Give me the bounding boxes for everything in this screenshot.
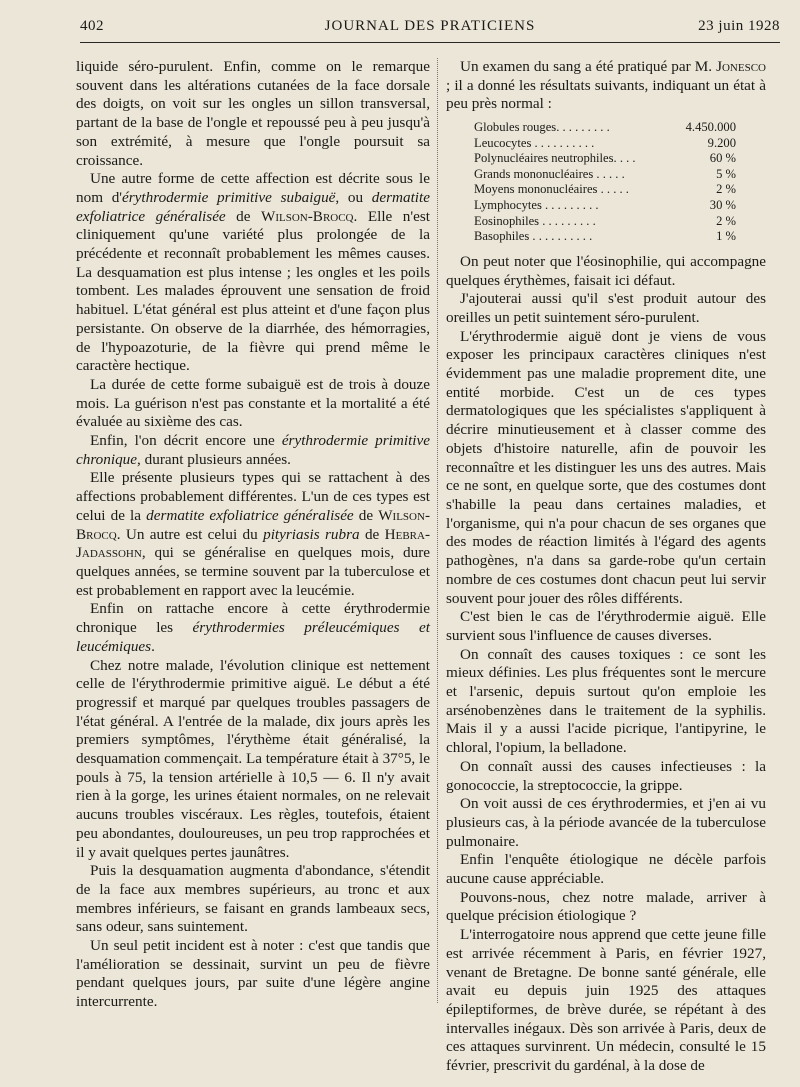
text-run: . <box>151 637 155 655</box>
issue-date: 23 juin 1928 <box>698 18 780 34</box>
table-row <box>474 151 736 167</box>
table-cell-label: Globules rouges. . . . . . . . . <box>474 120 610 135</box>
table-cell-label: Basophiles . . . . . . . . . . <box>474 229 593 244</box>
paragraph <box>76 170 430 376</box>
text-run: . Elle n'est cliniquement qu'une variété plus prolongée de la précédente et reconnaît probablement les mêmes causes. La desquamation est plus intense ; les ongles et les poils tombent. Les malades éprouvent une sensation de froid habituel. L'état général est plus atteint et d'une façon plus persistante. On observe de la diarrhée, des hémorragies, de l'hypoazoturie, de la fièvre qui prend même le caractère hectique. <box>76 207 430 375</box>
italic-term: pityriasis rubra <box>263 525 360 543</box>
paragraph: Chez notre malade, l'évolution clinique est nettement celle de l'érythrodermie primitive aiguë. Le début a été progressif et marqué par quelques troubles passagers de l'état général. A l'entrée de la malade, dix jours après les premiers symptômes, l'érythème était généralisé, la desquamation commençait. La température était à 37°5, le pouls à 75, la tension artérielle à 10,5 — 6. Il n'y avait rien à la gorge, les urines étaient normales, on ne relevait aucuns troubles viscéraux. Les règles, toutefois, étaient peu abondantes, douloureuses, un peu trop rapprochées et il y avait quelques pertes jaunâtres. <box>76 656 430 861</box>
text-run: Enfin on rattache encore à cette érythrodermie chronique les <box>76 600 430 637</box>
table-row <box>474 229 736 245</box>
paragraph: Enfin l'enquête étiologique ne décèle parfois aucune cause appréciable. <box>446 851 766 888</box>
table-cell-value: 4.450.000 <box>685 120 736 135</box>
table-cell-label: Grands mononucléaires . . . . . <box>474 166 625 181</box>
table-cell-value: 2 % <box>716 182 736 197</box>
table-row <box>474 182 736 198</box>
table-cell-label: Moyens mononucléaires . . . . . <box>474 182 629 197</box>
text-run: Une autre forme de cette affection est décrite sous le nom d' <box>76 170 430 206</box>
paragraph: Un seul petit incident est à noter : c'est que tandis que l'amélioration se dessinait, survint un peu de fièvre pendant quelques jours, par suite d'une légère angine intercurrente. <box>76 937 430 1011</box>
italic-term: érythrodermies préleucémiques et leucémiques <box>76 619 430 655</box>
text-run: , qui se généralise en quelques mois, dure quelques années, se termine souvent par la tuberculose et est probablement en rapport avec la leucémie. <box>76 544 430 599</box>
paragraph: On peut noter que l'éosinophilie, qui accompagne quelques érythèmes, faisait ici défaut. <box>446 252 766 289</box>
italic-term: dermatite exfoliatrice généralisée <box>146 506 354 524</box>
author-name: Wilson-Brocq <box>76 506 430 543</box>
page-number: 402 <box>80 18 104 34</box>
text-run: Elle présente plusieurs types qui se rattachent à des affections probablement différentes. L'un de ces types est celui de la <box>76 469 430 524</box>
blood-results-table <box>474 120 736 245</box>
paragraph: L'interrogatoire nous apprend que cette jeune fille est arrivée récemment à Paris, en février 1927, venant de Bretagne. De bonne santé générale, elle avait eu depuis juin 1925 des attaques épileptiformes, de brève durée, se répétant à des intervalles inégaux. Dès son arrivée à Paris, deux de ces attaques survinrent. Un médecin, consulté le 15 février, prescrivit du gardénal, à la dose de <box>446 926 766 1075</box>
table-cell-value: 9.200 <box>707 135 736 150</box>
paragraph <box>76 432 430 469</box>
table-cell-label: Leucocytes . . . . . . . . . . <box>474 135 595 150</box>
page-header <box>80 18 780 40</box>
table-cell-label: Eosinophiles . . . . . . . . . <box>474 213 596 228</box>
table-cell-value: 1 % <box>716 229 736 244</box>
paragraph <box>446 58 766 114</box>
table-cell-value: 60 % <box>709 151 736 166</box>
author-name: Wilson-Brocq <box>261 207 354 225</box>
paragraph <box>76 469 430 600</box>
table-cell-value: 30 % <box>709 198 736 213</box>
paragraph: L'érythrodermie aiguë dont je viens de vous exposer les principaux caractères cliniques n'est évidemment pas une maladie proprement dite, une entité morbide. C'est un de ces types dermatologiques que les spécialistes s'appliquent à décrire minutieusement et à classer comme des objets d'histoire naturelle, afin de pouvoir les reconnaître et les distinguer les uns des autres. Mais ce ne sont, en quelque sorte, que des costumes dont s'habille la peau dans certaines maladies, et l'organisme, qui n'a pour chacun de ses organes que des modes de réaction limités à l'égard des agents pathogènes, n'a dans sa garde-robe qu'un certain nombre de ces costumes dont chacun peut lui servir souvent pour jouer des rôles différents. <box>446 327 766 607</box>
paragraph: On voit aussi de ces érythrodermies, et j'en ai vu plusieurs cas, à la période avancée de la tuberculose pulmonaire. <box>446 795 766 850</box>
text-run: Enfin, l'on décrit encore une <box>90 432 282 450</box>
italic-term: dermatite exfoliatrice généralisée <box>76 188 430 225</box>
right-column <box>446 58 766 1076</box>
table-cell-label: Lymphocytes . . . . . . . . . <box>474 198 599 213</box>
text-run: , durant plusieurs années. <box>137 450 291 468</box>
table-row <box>474 167 736 183</box>
text-run: ; il a donné les résultats suivants, indiquant un état à peu près normal : <box>446 76 766 113</box>
italic-term: érythrodermie primitive chronique <box>76 432 430 468</box>
table-row <box>474 198 736 214</box>
text-run: de <box>359 525 385 543</box>
journal-title: JOURNAL DES PRATICIENS <box>324 18 536 34</box>
table-cell-label: Polynucléaires neutrophiles. . . . <box>474 151 636 166</box>
table-row <box>474 136 736 152</box>
text-run: de <box>353 506 379 524</box>
paragraph <box>76 600 430 656</box>
paragraph: Puis la desquamation augmenta d'abondance, s'étendit de la face aux membres supérieurs, au tronc et aux membres inférieurs, se faisant en grands lambeaux secs, sans odeur, sans suintement. <box>76 862 430 936</box>
text-run: . Un autre est celui du <box>116 525 264 543</box>
table-row <box>474 120 736 136</box>
paragraph: La durée de cette forme subaiguë est de trois à douze mois. La guérison n'est pas constante et la mortalité a été évaluée au sixième des cas. <box>76 375 430 431</box>
text-run: Un examen du sang a été pratiqué par M. <box>460 58 717 75</box>
table-row <box>474 214 736 230</box>
table-cell-value: 2 % <box>716 213 736 228</box>
paragraph: On connaît des causes toxiques : ce sont les mieux définies. Les plus fréquentes sont le mercure et l'arsenic, depuis surtout qu'on emploie les arsénobenzènes dans le traitement de la syphilis. Mais il y a aussi l'acide picrique, l'antipyrine, le chloral, l'opium, la belladone. <box>446 645 766 757</box>
text-run: , ou <box>335 188 372 206</box>
author-name: Jonesco <box>716 58 766 75</box>
paragraph: Pouvons-nous, chez notre malade, arriver à quelque précision étiologique ? <box>446 888 766 925</box>
italic-term: érythrodermie primitive subaiguë <box>122 188 336 206</box>
author-name: Hebra-Jadassohn <box>76 525 431 562</box>
text-run: de <box>225 207 262 225</box>
paragraph: On connaît aussi des causes infectieuses : la gonococcie, la streptococcie, la grippe. <box>446 757 766 794</box>
left-column <box>76 58 430 1012</box>
paragraph: C'est bien le cas de l'érythrodermie aiguë. Elle survient sous l'influence de causes diverses. <box>446 608 766 644</box>
header-rule <box>80 42 780 43</box>
paragraph: liquide séro-purulent. Enfin, comme on le remarque souvent dans les altérations cutanées de la face dorsale des doigts, on voit sur les ongles un sillon transversal, partant de la base de l'ongle et repoussé peu à peu jusqu'à son extrémité, à mesure que l'ongle poursuit sa croissance. <box>76 58 430 169</box>
paragraph: J'ajouterai aussi qu'il s'est produit autour des oreilles un petit suintement séro-purulent. <box>446 290 766 326</box>
column-divider <box>437 58 438 1003</box>
table-cell-value: 5 % <box>716 166 736 181</box>
